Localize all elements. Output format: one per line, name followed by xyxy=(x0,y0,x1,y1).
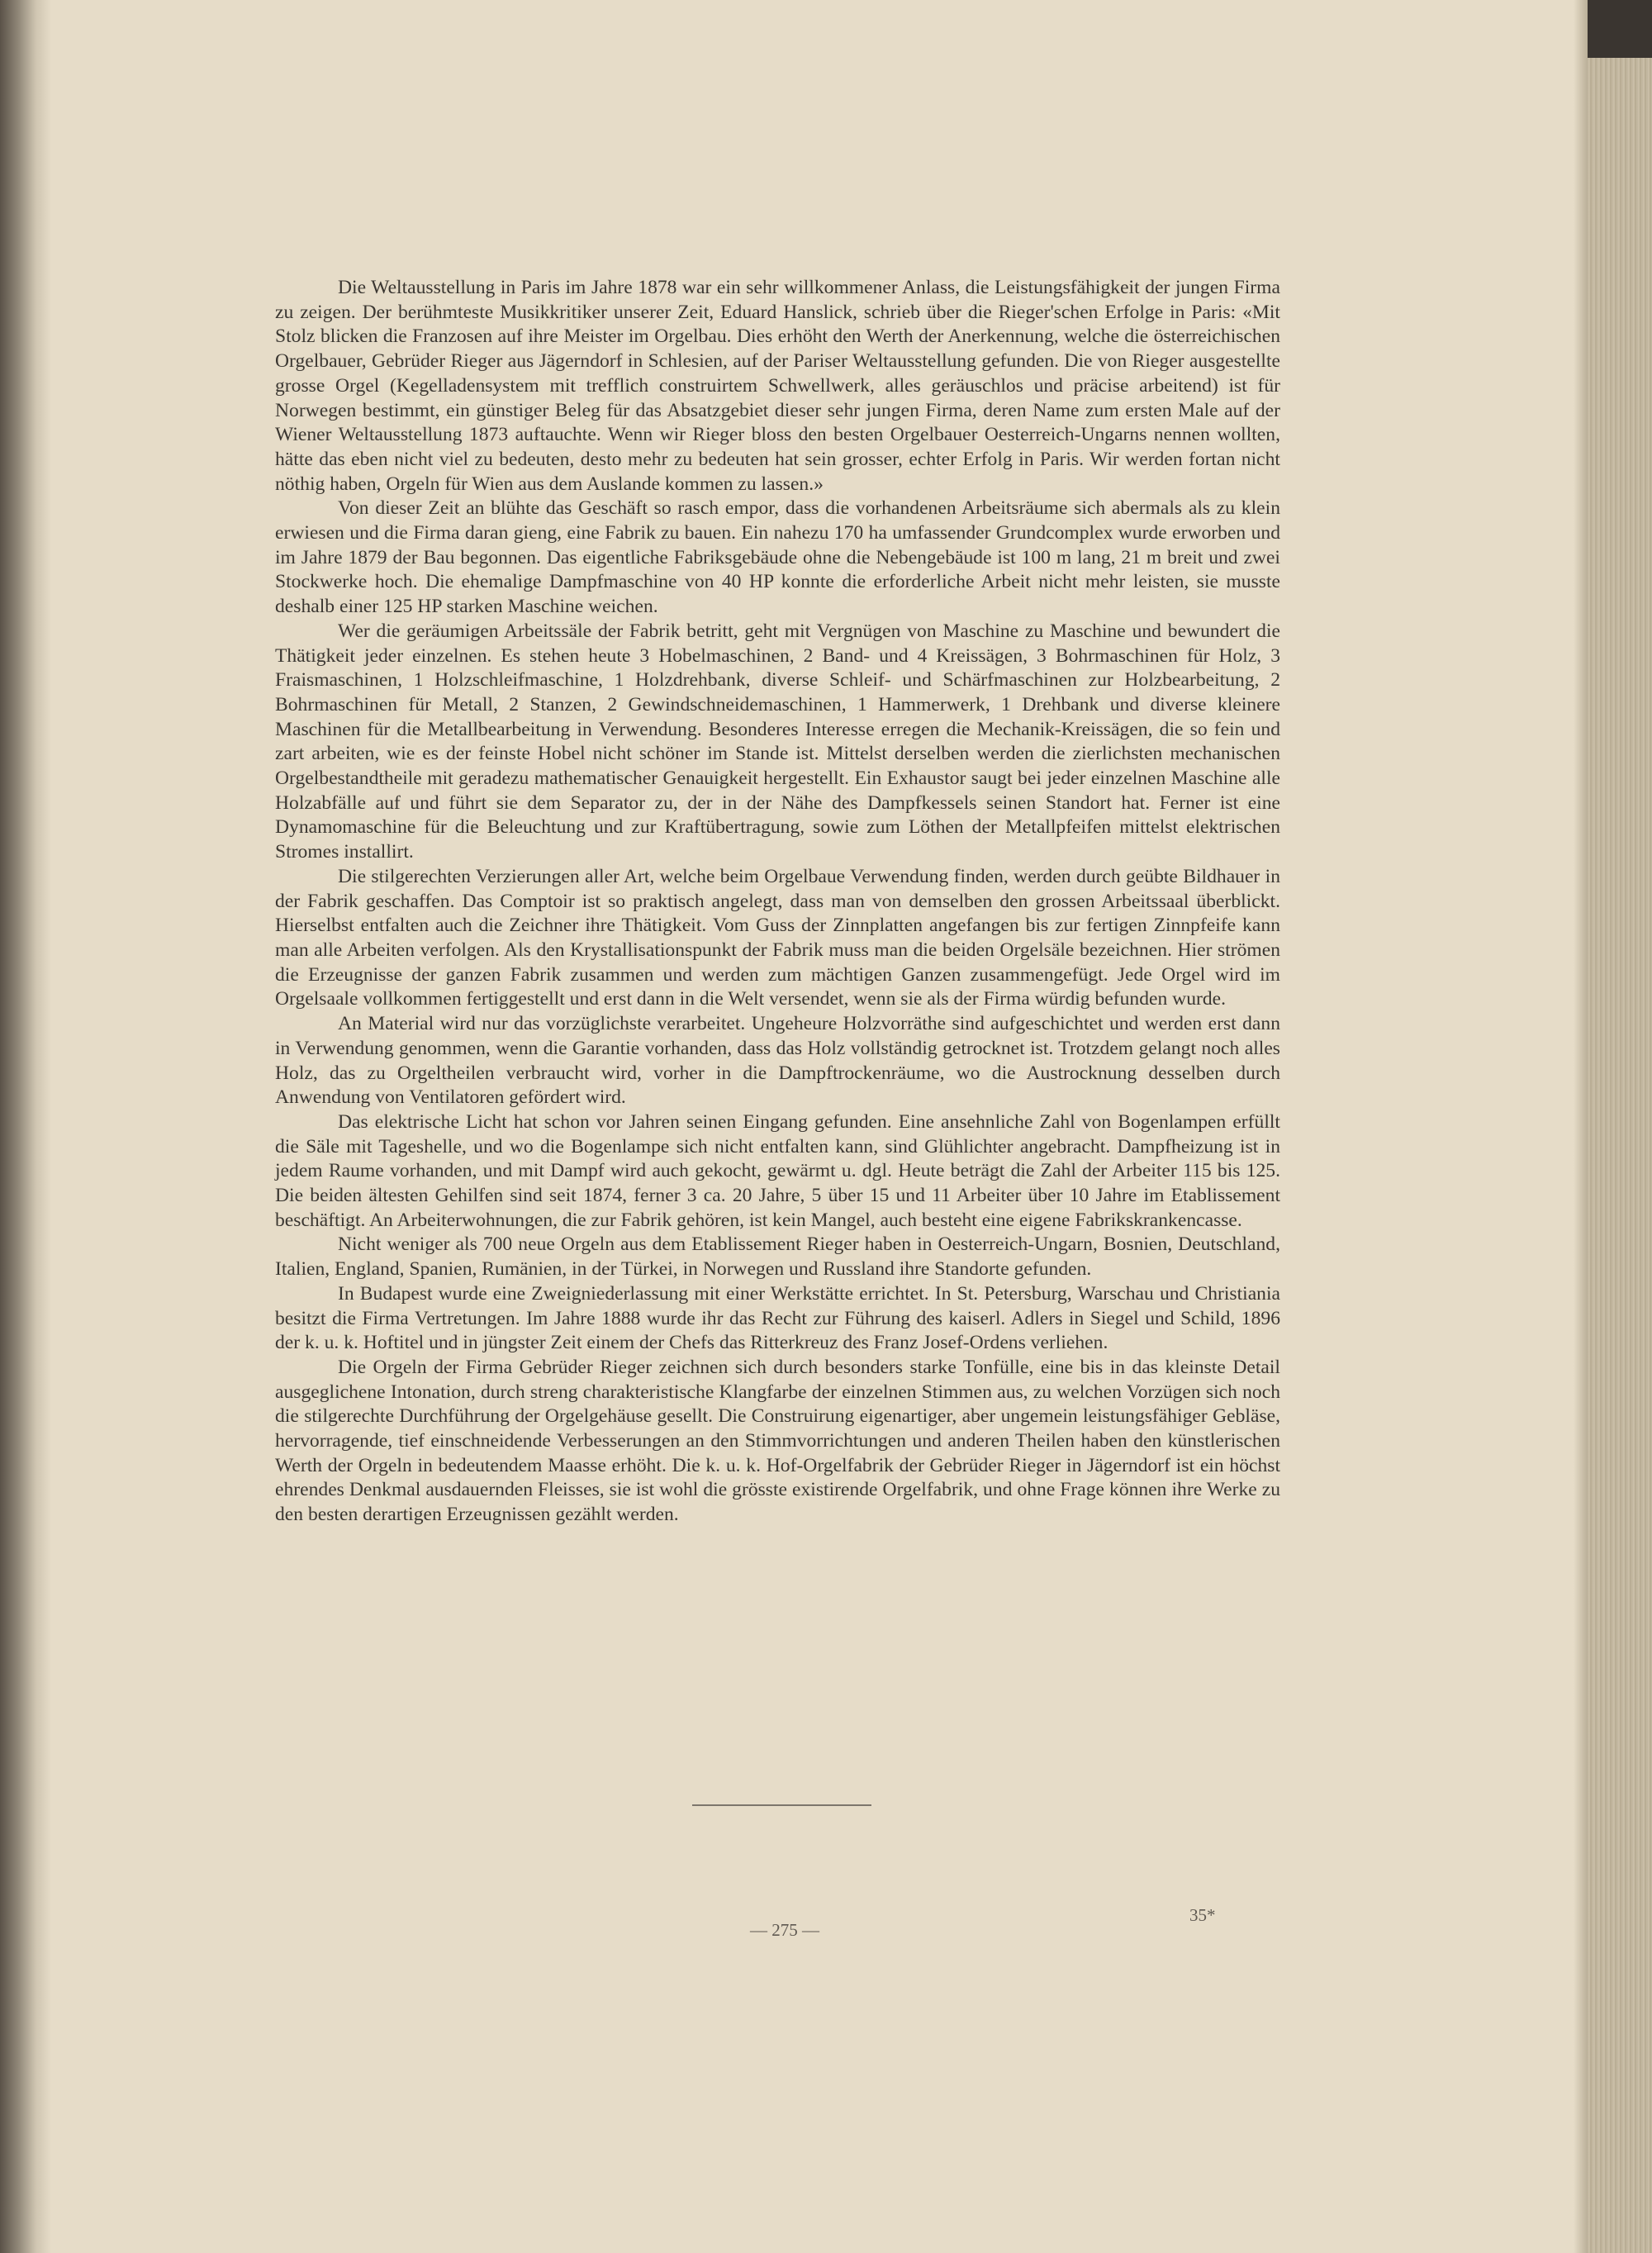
paragraph-4: Die stilgerechten Verzierungen aller Art, welche beim Orgelbaue Verwendung finden, werden durch geübte Bildhauer in der Fabrik geschaffen. Das Comptoir ist so praktisch angelegt, dass man von demselben den grossen Arbeitssaal überblickt. Hierselbst entfalten auch die Zeichner ihre Thätigkeit. Vom Guss der Zinnplatten angefangen bis zur fertigen Zinnpfeife kann man alle Arbeiten verfolgen. Als den Krystallisationspunkt der Fabrik muss man die beiden Orgelsäle bezeichnen. Hier strömen die Erzeugnisse der ganzen Fabrik zusammen und werden zum mächtigen Ganzen zusammengefügt. Jede Orgel wird im Orgelsaale vollkommen fertiggestellt und erst dann in die Welt versendet, wenn sie als der Firma würdig befunden wurde. xyxy=(275,865,1280,1010)
paragraph-3: Wer die geräumigen Arbeitssäle der Fabrik betritt, geht mit Vergnügen von Maschine zu Maschine und bewundert die Thätigkeit jeder einzelnen. Es stehen heute 3 Hobelmaschinen, 2 Band- und 4 Kreissägen, 3 Bohrmaschinen für Holz, 3 Fraismaschinen, 1 Holzschleifmaschine, 1 Holzdrehbank, diverse Schleif- und Schärfmaschinen zur Holzbearbeitung, 2 Bohrmaschinen für Metall, 2 Stanzen, 2 Gewindschneidemaschinen, 1 Hammerwerk, 1 Drehbank und diverse kleinere Maschinen für die Metallbearbeitung in Verwendung. Besonderes Interesse erregen die Mechanik-Kreissägen, die so fein und zart arbeiten, wie es der feinste Hobel nicht schöner im Stande ist. Mittelst derselben werden die zierlichsten mechanischen Orgelbestandtheile mit geradezu mathematischer Genauigkeit hergestellt. Ein Exhaustor saugt bei jeder einzelnen Maschine alle Holzabfälle auf und führt sie dem Separator zu, der in der Nähe des Dampfkessels seinen Standort hat. Ferner ist eine Dynamomaschine für die Beleuchtung und zur Kraftübertragung, sowie zum Löthen der Metallpfeifen mittelst elektrischen Stromes installirt. xyxy=(275,620,1280,863)
book-spine-shadow xyxy=(0,0,51,2253)
paragraph-7: Nicht weniger als 700 neue Orgeln aus dem Etablissement Rieger haben in Oesterreich-Ungarn, Bosnien, Deutschland, Italien, England, Spanien, Rumänien, in der Türkei, in Norwegen und Russland ihre Standorte gefunden. xyxy=(275,1233,1280,1281)
paragraph-6: Das elektrische Licht hat schon vor Jahren seinen Eingang gefunden. Eine ansehnliche Zahl von Bogenlampen erfüllt die Säle mit Tageshelle, und wo die Bogenlampe sich nicht entfalten kann, sind Glühlichter angebracht. Dampfheizung ist in jedem Raume vorhanden, und mit Dampf wird auch gekocht, gewärmt u. dgl. Heute beträgt die Zahl der Arbeiter 115 bis 125. Die beiden ältesten Gehilfen sind seit 1874, ferner 3 ca. 20 Jahre, 5 über 15 und 11 Arbeiter über 10 Jahre im Etablissement beschäftigt. An Arbeiterwohnungen, die zur Fabrik gehören, ist kein Mangel, auch besteht eine eigene Fabrikskrankencasse. xyxy=(275,1110,1280,1231)
background-corner xyxy=(1588,0,1652,58)
page-edge-shadow xyxy=(1574,0,1588,2253)
paragraph-9: Die Orgeln der Firma Gebrüder Rieger zeichnen sich durch besonders starke Tonfülle, eine bis in das kleinste Detail ausgeglichene Intonation, durch streng charakteristische Klangfarbe der einzelnen Stimmen aus, zu welchen Vorzügen sich noch die stilgerechte Durchführung der Orgelgehäuse gesellt. Die Construirung eigenartiger, aber ungemein leistungsfähiger Gebläse, hervorragende, tief einschneidende Verbesserungen an den Stimmvorrichtungen und anderen Theilen haben den künstlerischen Werth der Orgeln in bedeutendem Maasse erhöht. Die k. u. k. Hof-Orgelfabrik der Gebrüder Rieger in Jägerndorf ist ein höchst ehrendes Denkmal ausdauernden Fleisses, sie ist wohl die grösste existirende Orgelfabrik, und ohne Frage können ihre Werke zu den besten derartigen Erzeugnissen gezählt werden. xyxy=(275,1356,1280,1526)
paragraph-5: An Material wird nur das vorzüglichste verarbeitet. Ungeheure Holzvorräthe sind aufgeschichtet und werden erst dann in Verwendung genommen, wenn die Garantie vorhanden, dass das Holz vollständig getrocknet ist. Trotzdem gelangt noch alles Holz, das zu Orgeltheilen verbraucht wird, vorher in die Dampftrockenräume, wo die Austrocknung desselben durch Anwendung von Ventilatoren gefördert wird. xyxy=(275,1013,1280,1109)
signature-mark: 35* xyxy=(1189,1905,1216,1925)
section-end-rule xyxy=(692,1804,871,1806)
body-text xyxy=(275,276,1280,1528)
paragraph-1: Die Weltausstellung in Paris im Jahre 1878 war ein sehr willkommener Anlass, die Leistungsfähigkeit der jungen Firma zu zeigen. Der berühmteste Musikkritiker unserer Zeit, Eduard Hanslick, schrieb über die Rieger'schen Erfolge in Paris: «Mit Stolz blicken die Franzosen auf ihre Meister im Orgelbau. Dies erhöht den Werth der Anerkennung, welche die österreichischen Orgelbauer, Gebrüder Rieger aus Jägerndorf in Schlesien, auf der Pariser Weltausstellung gefunden. Die von Rieger ausgestellte grosse Orgel (Kegelladensystem mit trefflich construirtem Schwellwerk, alles geräuschlos und präcise arbeitend) ist für Norwegen bestimmt, ein günstiger Beleg für das Absatzgebiet dieser sehr jungen Firma, deren Name zum ersten Male auf der Wiener Weltausstellung 1873 auftauchte. Wenn wir Rieger bloss den besten Orgelbauer Oesterreich-Ungarns nennen wollten, hätte das eben nicht viel zu bedeuten, desto mehr zu bedeuten hat sein grosser, echter Erfolg in Paris. Wir werden fortan nicht nöthig haben, Orgeln für Wien aus dem Auslande kommen zu lassen.» xyxy=(275,277,1280,495)
paragraph-8: In Budapest wurde eine Zweigniederlassung mit einer Werkstätte errichtet. In St. Petersburg, Warschau und Christiania besitzt die Firma Vertretungen. Im Jahre 1888 wurde ihr das Recht zur Führung des kaiserl. Adlers in Siegel und Schild, 1896 der k. u. k. Hoftitel und in jüngster Zeit einem der Chefs das Ritterkreuz des Franz Josef-Ordens verliehen. xyxy=(275,1282,1280,1354)
page-stack-edge xyxy=(1588,0,1652,2253)
paragraph-2: Von dieser Zeit an blühte das Geschäft so rasch empor, dass die vorhandenen Arbeitsräume sich abermals als zu klein erwiesen und die Firma daran gieng, eine Fabrik zu bauen. Ein nahezu 170 ha umfassender Grundcomplex wurde erworben und im Jahre 1879 der Bau begonnen. Das eigentliche Fabriksgebäude ohne die Nebengebäude ist 100 m lang, 21 m breit und zwei Stockwerke hoch. Die ehemalige Dampfmaschine von 40 HP konnte die erforderliche Arbeit nicht mehr leisten, sie musste deshalb einer 125 HP starken Maschine weichen. xyxy=(275,497,1280,618)
page-number: — 275 — xyxy=(750,1920,819,1940)
